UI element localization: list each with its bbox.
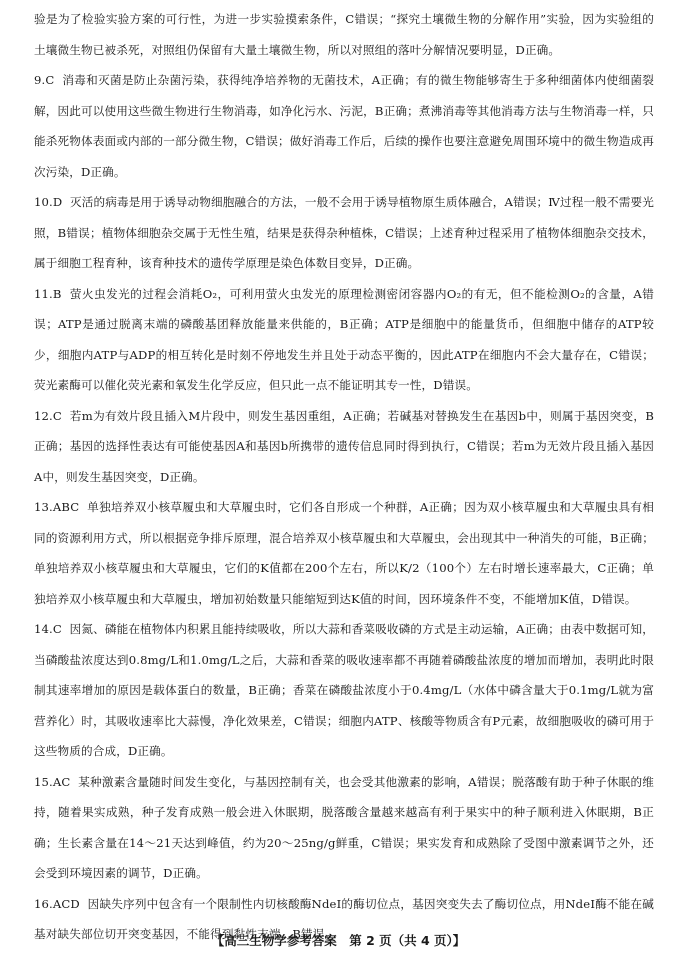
answer-item-14 [34, 614, 654, 767]
answer-item-9 [34, 65, 654, 187]
answer-item-15 [34, 767, 654, 889]
answer-item-13 [34, 492, 654, 614]
answer-explanation: 因缺失序列中包含有一个限制性内切核酸酶NdeⅠ的酶切位点，基因突变失去了酶切位点，用NdeⅠ酶不能在碱基对缺失部位切开突变基因，不能得到黏性末端，B错误。 [34, 896, 654, 941]
answer-explanation: 某种激素含量随时间发生变化，与基因控制有关，也会受其他激素的影响，A错误；脱落酸有助于种子休眠的维持，随着果实成熟，种子发育成熟一般会进入休眠期，脱落酸含量越来越高有利于果实中的种子顺利进入休眠期，B正确；生长素含量在14～21天达到峰值，约为20～25ng/g鲜重，C错误；果实发育和成熟除了受图中激素调节之外，还会受到环境因素的调节，D正确。 [34, 774, 655, 880]
answer-number: 9.C [34, 73, 55, 87]
answer-content [34, 4, 654, 950]
continued-paragraph: 验是为了检验实验方案的可行性，为进一步实验摸索条件，C错误；“探究土壤微生物的分解作用”实验，因为实验组的土壤微生物已被杀死，对照组仍保留有大量土壤微生物，所以对照组的落叶分解情况要明显，D正确。 [34, 12, 654, 57]
answer-number: 12.C [34, 408, 62, 423]
answer-explanation: 若m为有效片段且插入M片段中，则发生基因重组，A正确；若碱基对替换发生在基因b中，则属于基因突变，B正确；基因的选择性表达有可能使基因A和基因b所携带的遗传信息同时得到执行，C错误；若m为无效片段且插入基因A中，则发生基因突变，D正确。 [34, 408, 654, 484]
answer-number: 13.ABC [34, 500, 80, 514]
answer-item-11 [34, 279, 654, 401]
answer-explanation: 萤火虫发光的过程会消耗O₂，可利用萤火虫发光的原理检测密闭容器内O₂的有无，但不能检测O₂的含量，A错误；ATP是通过脱离末端的磷酸基团释放能量来供能的，B正确；ATP是细胞中的能量货币，但细胞中储存的ATP较少，细胞内ATP与ADP的相互转化是时刻不停地发生并且处于动态平衡的，因此ATP在细胞内不会大量存在，C错误；荧光素酶可以催化荧光素和氧发生化学反应，但只此一点不能证明其专一性，D错误。 [34, 286, 655, 392]
answer-number: 11.B [34, 286, 62, 301]
answer-number: 14.C [34, 622, 62, 636]
answer-explanation: 灭活的病毒是用于诱导动物细胞融合的方法，一般不会用于诱导植物原生质体融合，A错误；Ⅳ过程一般不需要光照，B错误；植物体细胞杂交属于无性生殖，结果是获得杂种植株，C错误；上述育种过程采用了植物体细胞杂交技术，属于细胞工程育种，该育种技术的遗传学原理是染色体数目变异，D正确。 [34, 195, 654, 270]
answer-item-10 [34, 187, 654, 279]
answer-item-12 [34, 401, 654, 493]
page-footer: 【高三生物学参考答案 第 2 页（共 4 页）】 [211, 933, 466, 948]
answer-number: 15.AC [34, 774, 71, 789]
answer-number: 10.D [34, 195, 63, 209]
answer-explanation: 单独培养双小核草履虫和大草履虫时，它们各自形成一个种群，A正确；因为双小核草履虫和大草履虫具有相同的资源利用方式，所以根据竞争排斥原理，混合培养双小核草履虫和大草履虫，会出现其中一种消失的可能，B正确；单独培养双小核草履虫和大草履虫，它们的K值都在200个左右，所以K/2（100个）左右时增长速率最大，C正确；单独培养双小核草履虫和大草履虫，增加初始数量只能缩短到达K值的时间，因环境条件不变，不能增加K值，D错误。 [34, 500, 654, 606]
answer-number: 16.ACD [34, 896, 80, 911]
answer-explanation: 消毒和灭菌是防止杂菌污染，获得纯净培养物的无菌技术，A正确；有的微生物能够寄生于多种细菌体内使细菌裂解，因此可以使用这些微生物进行生物消毒，如净化污水、污泥，B正确；煮沸消毒等其他消毒方法与生物消毒一样，只能杀死物体表面或内部的一部分微生物，C错误；做好消毒工作后，后续的操作也要注意避免周围环境中的微生物造成再次污染，D正确。 [34, 73, 654, 179]
answer-explanation: 因氮、磷能在植物体内积累且能持续吸收，所以大蒜和香菜吸收磷的方式是主动运输，A正确；由表中数据可知，当磷酸盐浓度达到0.8mg/L和1.0mg/L之后，大蒜和香菜的吸收速率都不再随着磷酸盐浓度的增加而增加，表明此时限制其速率增加的原因是载体蛋白的数量，B正确；香菜在磷酸盐浓度小于0.4mg/L（水体中磷含量大于0.1mg/L就为富营养化）时，其吸收速率比大蒜慢，净化效果差，C错误；细胞内ATP、核酸等物质含有P元素，故细胞吸收的磷可用于这些物质的合成，D正确。 [34, 622, 654, 758]
